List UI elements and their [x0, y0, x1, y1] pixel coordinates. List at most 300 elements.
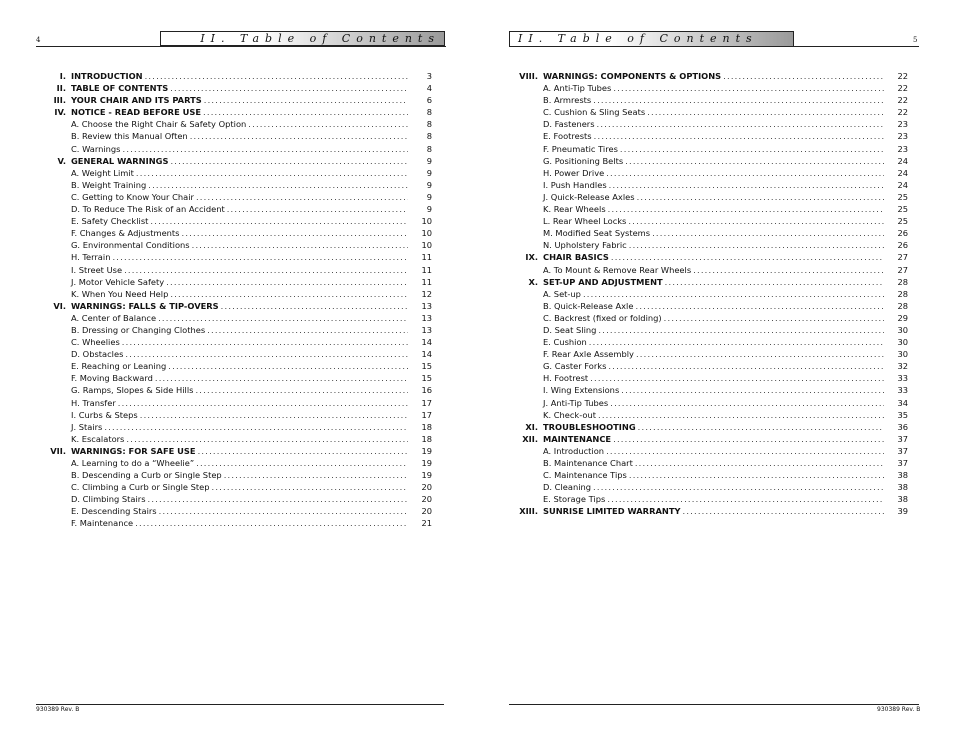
toc-subsection-entry[interactable] — [40, 179, 432, 191]
toc-entry-page: 30 — [897, 349, 908, 360]
toc-subsection-entry[interactable] — [495, 215, 908, 227]
toc-subsection-entry[interactable] — [495, 360, 908, 372]
toc-entry-title: F. Pneumatic Tires — [543, 143, 618, 154]
toc-subsection-entry[interactable] — [40, 409, 432, 421]
toc-subsection-entry[interactable] — [495, 143, 908, 155]
toc-subsection-entry[interactable] — [40, 517, 432, 529]
toc-entry-number: XII. — [522, 433, 538, 444]
toc-entry-title: H. Transfer — [71, 397, 116, 408]
toc-entry-page: 25 — [897, 216, 908, 227]
toc-entry-title: K. Check-out — [543, 409, 596, 420]
toc-entry-page: 10 — [421, 240, 432, 251]
dot-leader — [607, 493, 884, 505]
dot-leader — [598, 324, 884, 336]
dot-leader — [136, 167, 408, 179]
toc-subsection-entry[interactable] — [495, 227, 908, 239]
toc-subsection-entry[interactable] — [40, 433, 432, 445]
toc-entry-title: TROUBLESHOOTING — [543, 421, 636, 432]
footer-rule — [509, 704, 919, 705]
toc-entry-page: 37 — [897, 433, 908, 444]
toc-entry-page: 38 — [897, 494, 908, 505]
toc-entry-title: E. Storage Tips — [543, 494, 606, 505]
header-rule — [36, 46, 446, 47]
dot-leader — [203, 106, 408, 118]
toc-entry-title: D. Seat Sling — [543, 324, 597, 335]
toc-subsection-entry[interactable] — [495, 288, 908, 300]
dot-leader — [204, 94, 408, 106]
dot-leader — [155, 372, 408, 384]
dot-leader — [145, 70, 408, 82]
toc-subsection-entry[interactable] — [40, 348, 432, 360]
toc-entry-title: J. Anti-Tip Tubes — [543, 397, 609, 408]
toc-subsection-entry[interactable] — [40, 336, 432, 348]
toc-section-entry[interactable] — [40, 300, 432, 312]
toc-entry-page: 24 — [897, 155, 908, 166]
toc-entry-title: MAINTENANCE — [543, 433, 612, 444]
toc-subsection-entry[interactable] — [495, 384, 908, 396]
toc-subsection-entry[interactable] — [495, 191, 908, 203]
dot-leader — [170, 155, 408, 167]
toc-entry-title: C. Maintenance Tips — [543, 470, 627, 481]
toc-subsection-entry[interactable] — [495, 106, 908, 118]
dot-leader — [190, 130, 408, 142]
page-number: 4 — [36, 36, 41, 44]
toc-entry-page: 6 — [426, 95, 432, 106]
toc-subsection-entry[interactable] — [40, 505, 432, 517]
footer-revision: 930389 Rev. B — [36, 706, 80, 713]
toc-entry-number: IX. — [525, 252, 538, 263]
toc-subsection-entry[interactable] — [495, 409, 908, 421]
toc-subsection-entry[interactable] — [40, 397, 432, 409]
toc-entry-page: 19 — [421, 445, 432, 456]
toc-entry-title: B. Quick-Release Axle — [543, 300, 634, 311]
toc-subsection-entry[interactable] — [495, 481, 908, 493]
toc-entry-page: 37 — [897, 458, 908, 468]
toc-entry-title: A. Anti-Tip Tubes — [543, 83, 612, 94]
toc-entry-number: III. — [53, 95, 66, 106]
toc-subsection-entry[interactable] — [495, 493, 908, 505]
toc-subsection-entry[interactable] — [495, 445, 908, 457]
toc-entry-title: SET-UP AND ADJUSTMENT — [543, 276, 663, 287]
toc-entry-page: 22 — [897, 83, 908, 94]
toc-subsection-entry[interactable] — [495, 118, 908, 130]
toc-entry-page: 8 — [426, 143, 432, 154]
toc-entry-page: 18 — [421, 433, 432, 444]
toc-entry-title: I. Street Use — [71, 264, 123, 275]
dot-leader — [723, 70, 884, 82]
toc-entry-title: G. Positioning Belts — [543, 155, 624, 166]
dot-leader — [140, 409, 408, 421]
dot-leader — [221, 300, 408, 312]
toc-entry-page: 21 — [421, 518, 432, 529]
toc-entry-page: 17 — [421, 409, 432, 420]
toc-entry-page: 9 — [426, 179, 432, 190]
toc-subsection-entry[interactable] — [40, 372, 432, 384]
toc-entry-page: 20 — [421, 482, 432, 493]
toc-entry-title: YOUR CHAIR AND ITS PARTS — [71, 95, 202, 106]
dot-leader — [625, 155, 884, 167]
toc-entry-title: K. Rear Wheels — [543, 204, 606, 215]
toc-subsection-entry[interactable] — [40, 167, 432, 179]
toc-entry-number: VII. — [50, 445, 66, 456]
toc-subsection-entry[interactable] — [495, 348, 908, 360]
toc-subsection-entry[interactable] — [495, 239, 908, 251]
toc-entry-title: G. Caster Forks — [543, 361, 607, 372]
toc-entry-title: K. Escalators — [71, 433, 125, 444]
toc-entry-title: F. Maintenance — [71, 518, 134, 529]
toc-entry-page: 22 — [897, 95, 908, 106]
toc-entry-title: D. Obstacles — [71, 349, 124, 360]
toc-entry-page: 26 — [897, 240, 908, 251]
dot-leader — [166, 276, 408, 288]
toc-entry-page: 30 — [897, 324, 908, 335]
toc-entry-page: 11 — [421, 252, 432, 263]
dot-leader — [664, 312, 884, 324]
toc-entry-number: II. — [56, 83, 66, 94]
toc-subsection-entry[interactable] — [495, 82, 908, 94]
toc-subsection-entry[interactable] — [495, 155, 908, 167]
toc-entry-page: 8 — [426, 131, 432, 142]
dot-leader — [124, 264, 408, 276]
toc-entry-title: M. Modified Seat Systems — [543, 228, 651, 239]
toc-subsection-entry[interactable] — [40, 143, 432, 155]
toc-subsection-entry[interactable] — [40, 227, 432, 239]
dot-leader — [195, 384, 408, 396]
toc-entry-page: 24 — [897, 167, 908, 178]
toc-entry-title: N. Upholstery Fabric — [543, 240, 627, 251]
toc-entry-page: 33 — [897, 385, 908, 396]
toc-entry-page: 20 — [421, 494, 432, 505]
dot-leader — [125, 348, 408, 360]
section-header: II. Table of Contents — [509, 31, 794, 47]
toc-entry-page: 11 — [421, 276, 432, 287]
toc-section-entry[interactable] — [40, 94, 432, 106]
toc-entry-title: A. Center of Balance — [71, 312, 157, 323]
toc-entry-title: B. Maintenance Chart — [543, 458, 633, 468]
toc-subsection-entry[interactable] — [495, 372, 908, 384]
toc-entry-page: 32 — [897, 361, 908, 372]
toc-subsection-entry[interactable] — [495, 130, 908, 142]
dot-leader — [606, 167, 884, 179]
toc-entry-title: GENERAL WARNINGS — [71, 155, 169, 166]
section-header: II. Table of Contents — [160, 31, 445, 47]
toc-subsection-entry[interactable] — [495, 324, 908, 336]
dot-leader — [104, 421, 408, 433]
table-of-contents — [40, 70, 432, 530]
dot-leader — [590, 372, 884, 384]
dot-leader — [635, 457, 884, 469]
dot-leader — [589, 336, 884, 348]
toc-entry-page: 13 — [421, 324, 432, 335]
dot-leader — [126, 433, 408, 445]
dot-leader — [158, 312, 408, 324]
toc-entry-page: 19 — [421, 470, 432, 481]
toc-entry-number: XIII. — [519, 506, 538, 517]
toc-entry-page: 10 — [421, 216, 432, 227]
toc-subsection-entry[interactable] — [495, 469, 908, 481]
toc-section-entry[interactable] — [40, 82, 432, 94]
toc-entry-page: 23 — [897, 119, 908, 130]
toc-subsection-entry[interactable] — [495, 457, 908, 469]
dot-leader — [192, 239, 408, 251]
toc-entry-title: E. Reaching or Leaning — [71, 361, 167, 372]
dot-leader — [170, 288, 408, 300]
footer-revision: 930389 Rev. B — [877, 706, 921, 713]
toc-entry-page: 4 — [426, 83, 432, 94]
toc-entry-page: 26 — [897, 228, 908, 239]
dot-leader — [593, 94, 884, 106]
dot-leader — [635, 300, 884, 312]
dot-leader — [638, 421, 884, 433]
dot-leader — [118, 397, 408, 409]
toc-subsection-entry[interactable] — [495, 312, 908, 324]
toc-entry-title: C. Warnings — [71, 143, 121, 154]
toc-entry-title: B. Weight Training — [71, 179, 147, 190]
dot-leader — [683, 505, 885, 517]
toc-section-entry[interactable] — [40, 106, 432, 118]
toc-entry-title: D. Climbing Stairs — [71, 494, 146, 505]
toc-section-entry[interactable] — [495, 421, 908, 433]
dot-leader — [629, 469, 884, 481]
toc-subsection-entry[interactable] — [495, 94, 908, 106]
toc-subsection-entry[interactable] — [495, 264, 908, 276]
toc-entry-title: B. Review this Manual Often — [71, 131, 188, 142]
toc-entry-page: 18 — [421, 421, 432, 432]
dot-leader — [628, 215, 884, 227]
toc-entry-page: 29 — [897, 312, 908, 323]
toc-subsection-entry[interactable] — [40, 264, 432, 276]
toc-subsection-entry[interactable] — [40, 360, 432, 372]
toc-entry-title: L. Rear Wheel Locks — [543, 216, 627, 227]
toc-entry-title: E. Safety Checklist — [71, 216, 149, 227]
toc-subsection-entry[interactable] — [40, 191, 432, 203]
toc-entry-page: 20 — [421, 506, 432, 517]
dot-leader — [227, 203, 408, 215]
toc-entry-title: A. To Mount & Remove Rear Wheels — [543, 264, 692, 275]
toc-subsection-entry[interactable] — [40, 239, 432, 251]
toc-entry-page: 8 — [426, 107, 432, 118]
toc-entry-title: E. Cushion — [543, 337, 587, 348]
toc-entry-title: G. Ramps, Slopes & Side Hills — [71, 385, 194, 396]
toc-entry-number: IV. — [54, 107, 66, 118]
toc-section-entry[interactable] — [40, 445, 432, 457]
toc-entry-page: 35 — [897, 409, 908, 420]
toc-entry-page: 38 — [897, 470, 908, 481]
dot-leader — [609, 179, 884, 191]
toc-entry-page: 23 — [897, 143, 908, 154]
toc-subsection-entry[interactable] — [40, 288, 432, 300]
toc-subsection-entry[interactable] — [495, 167, 908, 179]
dot-leader — [198, 445, 408, 457]
toc-entry-title: C. Wheelies — [71, 337, 120, 348]
toc-entry-page: 14 — [421, 337, 432, 348]
toc-entry-title: A. Learning to do a “Wheelie” — [71, 458, 195, 468]
dot-leader — [159, 505, 408, 517]
dot-leader — [636, 348, 884, 360]
toc-subsection-entry[interactable] — [40, 215, 432, 227]
toc-entry-title: D. Cleaning — [543, 482, 592, 493]
dot-leader — [693, 264, 884, 276]
toc-subsection-entry[interactable] — [40, 384, 432, 396]
dot-leader — [196, 191, 408, 203]
dot-leader — [168, 360, 408, 372]
toc-entry-title: G. Environmental Conditions — [71, 240, 190, 251]
toc-subsection-entry[interactable] — [40, 118, 432, 130]
toc-entry-title: I. Wing Extensions — [543, 385, 620, 396]
dot-leader — [606, 445, 884, 457]
toc-subsection-entry[interactable] — [495, 300, 908, 312]
toc-entry-title: H. Power Drive — [543, 167, 605, 178]
toc-entry-title: J. Stairs — [71, 421, 103, 432]
dot-leader — [647, 106, 884, 118]
dot-leader — [598, 409, 884, 421]
toc-entry-page: 12 — [421, 288, 432, 299]
toc-entry-title: WARNINGS: FALLS & TIP-OVERS — [71, 300, 219, 311]
toc-entry-title: H. Footrest — [543, 373, 589, 384]
toc-entry-page: 25 — [897, 191, 908, 202]
table-of-contents — [495, 70, 908, 517]
toc-subsection-entry[interactable] — [40, 312, 432, 324]
toc-entry-page: 9 — [426, 204, 432, 215]
toc-entry-title: A. Choose the Right Chair & Safety Option — [71, 119, 247, 130]
dot-leader — [608, 203, 884, 215]
right-page — [477, 0, 954, 738]
toc-subsection-entry[interactable] — [40, 481, 432, 493]
toc-entry-title: E. Footrests — [543, 131, 592, 142]
dot-leader — [135, 517, 408, 529]
dot-leader — [123, 143, 408, 155]
toc-subsection-entry[interactable] — [40, 324, 432, 336]
dot-leader — [608, 360, 884, 372]
toc-entry-page: 9 — [426, 167, 432, 178]
toc-subsection-entry[interactable] — [495, 336, 908, 348]
dot-leader — [611, 251, 884, 263]
toc-subsection-entry[interactable] — [40, 493, 432, 505]
toc-entry-title: INTRODUCTION — [71, 71, 143, 81]
dot-leader — [182, 227, 408, 239]
toc-subsection-entry[interactable] — [40, 276, 432, 288]
toc-entry-page: 15 — [421, 373, 432, 384]
toc-entry-title: I. Push Handles — [543, 179, 607, 190]
dot-leader — [212, 481, 408, 493]
toc-entry-number: VI. — [53, 300, 66, 311]
toc-subsection-entry[interactable] — [40, 457, 432, 469]
toc-entry-title: WARNINGS: FOR SAFE USE — [71, 445, 196, 456]
toc-subsection-entry[interactable] — [40, 130, 432, 142]
toc-section-entry[interactable] — [495, 276, 908, 288]
toc-entry-title: J. Quick-Release Axles — [543, 191, 635, 202]
toc-entry-title: C. Backrest (fixed or folding) — [543, 312, 662, 323]
toc-entry-page: 36 — [897, 421, 908, 432]
toc-entry-title: A. Set-up — [543, 288, 581, 299]
toc-subsection-entry[interactable] — [40, 469, 432, 481]
toc-entry-page: 39 — [897, 506, 908, 517]
toc-subsection-entry[interactable] — [40, 203, 432, 215]
dot-leader — [148, 179, 408, 191]
toc-entry-page: 34 — [897, 397, 908, 408]
toc-entry-page: 9 — [426, 155, 432, 166]
dot-leader — [652, 227, 884, 239]
dot-leader — [248, 118, 408, 130]
toc-section-entry[interactable] — [495, 70, 908, 82]
toc-entry-title: A. Weight Limit — [71, 167, 134, 178]
toc-entry-title: NOTICE - READ BEFORE USE — [71, 107, 202, 118]
toc-entry-page: 28 — [897, 288, 908, 299]
page-number: 5 — [913, 36, 918, 44]
toc-subsection-entry[interactable] — [40, 251, 432, 263]
toc-entry-page: 16 — [421, 385, 432, 396]
dot-leader — [610, 397, 884, 409]
dot-leader — [593, 481, 884, 493]
toc-subsection-entry[interactable] — [495, 397, 908, 409]
footer-rule — [36, 704, 444, 705]
toc-subsection-entry[interactable] — [40, 421, 432, 433]
dot-leader — [613, 433, 884, 445]
toc-entry-title: J. Motor Vehicle Safety — [71, 276, 165, 287]
toc-entry-number: V. — [57, 155, 66, 166]
toc-entry-page: 10 — [421, 228, 432, 239]
header-rule — [509, 46, 919, 47]
dot-leader — [629, 239, 884, 251]
toc-entry-page: 14 — [421, 349, 432, 360]
toc-entry-page: 17 — [421, 397, 432, 408]
toc-section-entry[interactable] — [495, 251, 908, 263]
toc-entry-page: 23 — [897, 131, 908, 142]
toc-entry-page: 27 — [897, 264, 908, 275]
toc-section-entry[interactable] — [495, 505, 908, 517]
toc-entry-title: C. Cushion & Sling Seats — [543, 107, 646, 118]
toc-entry-title: D. Fasteners — [543, 119, 595, 130]
dot-leader — [613, 82, 884, 94]
toc-entry-page: 15 — [421, 361, 432, 372]
dot-leader — [150, 215, 408, 227]
toc-entry-page: 37 — [897, 445, 908, 456]
toc-entry-title: F. Rear Axle Assembly — [543, 349, 634, 360]
toc-entry-page: 9 — [426, 191, 432, 202]
toc-entry-page: 19 — [421, 458, 432, 468]
toc-entry-page: 30 — [897, 337, 908, 348]
toc-entry-title: F. Moving Backward — [71, 373, 153, 384]
dot-leader — [224, 469, 408, 481]
toc-entry-page: 3 — [426, 71, 432, 81]
toc-subsection-entry[interactable] — [495, 179, 908, 191]
toc-entry-number: VIII. — [519, 71, 538, 81]
toc-entry-page: 27 — [897, 252, 908, 263]
toc-entry-title: I. Curbs & Steps — [71, 409, 138, 420]
toc-entry-title: H. Terrain — [71, 252, 111, 263]
toc-entry-title: B. Armrests — [543, 95, 592, 106]
toc-section-entry[interactable] — [40, 155, 432, 167]
toc-entry-title: E. Descending Stairs — [71, 506, 157, 517]
toc-entry-page: 22 — [897, 107, 908, 118]
dot-leader — [170, 82, 408, 94]
toc-entry-page: 24 — [897, 179, 908, 190]
toc-entry-page: 25 — [897, 204, 908, 215]
toc-section-entry[interactable] — [40, 70, 432, 82]
dot-leader — [112, 251, 408, 263]
toc-entry-title: SUNRISE LIMITED WARRANTY — [543, 506, 681, 517]
toc-subsection-entry[interactable] — [495, 203, 908, 215]
dot-leader — [594, 130, 884, 142]
toc-entry-title: WARNINGS: COMPONENTS & OPTIONS — [543, 71, 722, 81]
dot-leader — [621, 384, 884, 396]
toc-entry-title: B. Dressing or Changing Clothes — [71, 324, 206, 335]
toc-entry-title: B. Descending a Curb or Single Step — [71, 470, 222, 481]
toc-entry-number: X. — [528, 276, 538, 287]
toc-section-entry[interactable] — [495, 433, 908, 445]
toc-entry-title: A. Introduction — [543, 445, 605, 456]
toc-entry-page: 28 — [897, 300, 908, 311]
